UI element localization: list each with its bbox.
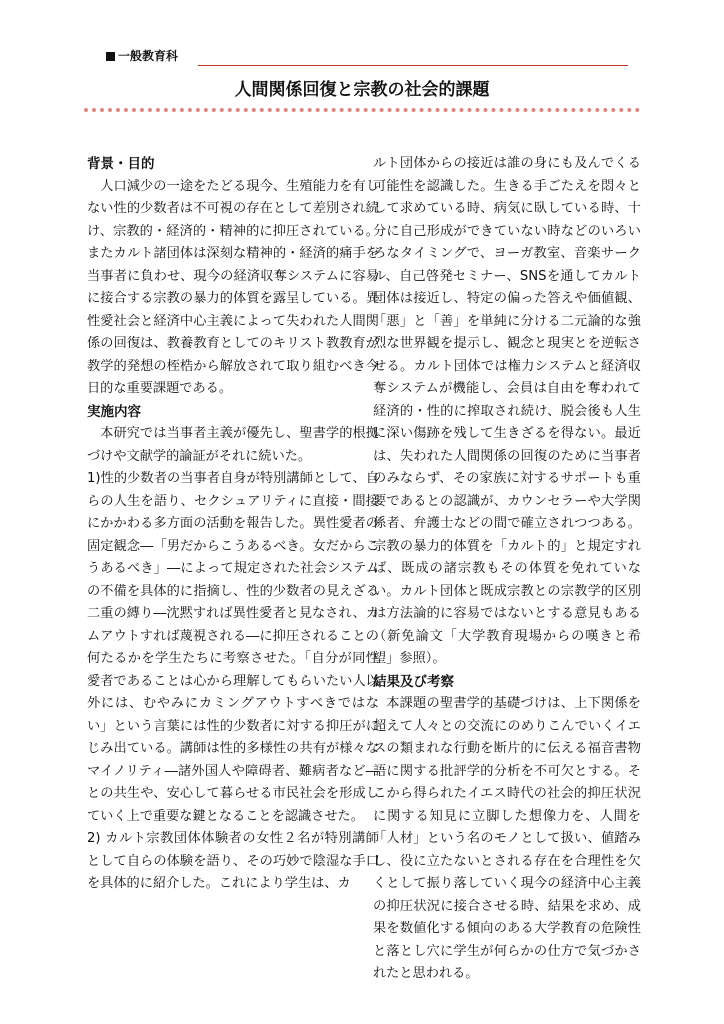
left-column: [87, 153, 379, 896]
right-column: [373, 153, 641, 986]
paragraph: 本研究では当事者主義が優先し、聖書学的根拠づけや文献学的論証がそれに続いた。: [87, 426, 379, 464]
square-bullet-icon: [106, 52, 115, 61]
section-heading-background: 背景・目的: [87, 156, 155, 172]
category-label: [106, 47, 178, 65]
page-title: 人間関係回復と宗教の社会的課題: [234, 80, 490, 100]
paragraph: 人口減少の一途をたどる現今、生殖能力を有しない性的少数者は不可視の存在として差別され続け、宗教的・経済的・精神的に抑圧されている。またカルト諸団体は深刻な精神的・経済的痛手を当事者に負わせ、現今の経済収奪システムに容易に接合する宗教の暴力的体質を露呈している。異性愛社会と経済中心主義によって失われた人間関係の回復は、教養教育としてのキリスト教教育が教学的発想の桎梏から解放されて取り組むべき今日的な重要課題である。: [87, 178, 379, 396]
paragraph: 2) カルト宗教団体体験者の女性２名が特別講師として自らの体験を語り、その巧妙で陰湿な手口を具体的に紹介した。これにより学生は、カ: [87, 831, 379, 891]
section-heading-content: 実施内容: [87, 403, 141, 420]
header-rule: [198, 65, 628, 66]
category-text: 一般教育科: [118, 49, 179, 63]
paragraph: 1)性的少数者の当事者自身が特別講師として、自らの人生を語り、セクシュアリティに直接・間接にかかわる多方面の活動を報告した。異性愛者の固定観念―「男だからこうあるべき。女だからこうあるべき」―によって規定された社会システムの不備を具体的に指摘し、性的少数者の見えざる二重の縛り―沈黙すれば異性愛者と見なされ、カムアウトすれば蔑視される―に抑圧されることの何たるかを学生たちに考察させた。「自分が同性愛者であることは心から理解してもらいたい人以外には、むやみにカミングアウトすべきではない」という言葉には性的少数者に対する抑圧がにじみ出ている。講師は性的多様性の共有が様々なマイノリティ―諸外国人や障碍者、難病者など―との共生や、安心して暮らせる市民社会を形成していく上で重要な鍵となることを認識させた。: [87, 471, 379, 824]
dotted-divider: [84, 108, 640, 112]
paragraph: ルト団体からの接近は誰の身にも及んでくる可能性を認識した。生きる手ごたえを悶々として求めている時、病気に臥している時、十分に自己形成ができていない時などのいろいろなタイミングで、ヨーガ教室、音楽サークル、自己啓発セミナー、SNSを通してカルト団体は接近し、特定の偏った答えや価値観、「悪」と「善」を単純に分ける二元論的な強烈な世界観を提示し、観念と現実とを逆転させる。カルト団体では権力システムと経済収奪システムが機能し、会員は自由を奪われて経済的・性的に搾取され続け、脱会後も人生に深い傷跡を残して生きざるを得ない。最近は、失われた人間関係の回復のために当事者のみならず、その家族に対するサポートも重要であるとの認識が、カウンセラーや大学関係者、弁護士などの間で確立されつつある。宗教の暴力的体質を「カルト的」と規定すれば、既成の諸宗教もその体質を免れていない。カルト団体と既成宗教との宗教学的区別は方法論的に容易ではないとする意見もある（新免論文「大学教育現場からの嘆きと希望」参照）。: [373, 156, 641, 666]
paragraph: 本課題の聖書学的基礎づけは、上下関係を超えて人々との交流にのめりこんでいくイエスの類まれな行動を断片的に伝える福音書物語に関する批評学的分析を不可欠とする。そこから得られたイエス時代の社会的抑圧状況に関する知見に立脚した想像力を、人間を「人材」という名のモノとして扱い、値踏みし、役に立たないとされる存在を合理性を欠くとして振り落していく現今の経済中心主義の抑圧状況に接合させる時、結果を求め、成果を数値化する傾向のある大学教育の危険性と落とし穴に学生が何らかの仕方で気づかされたと思われる。: [373, 696, 641, 981]
section-heading-results: 結果及び考察: [373, 673, 454, 690]
